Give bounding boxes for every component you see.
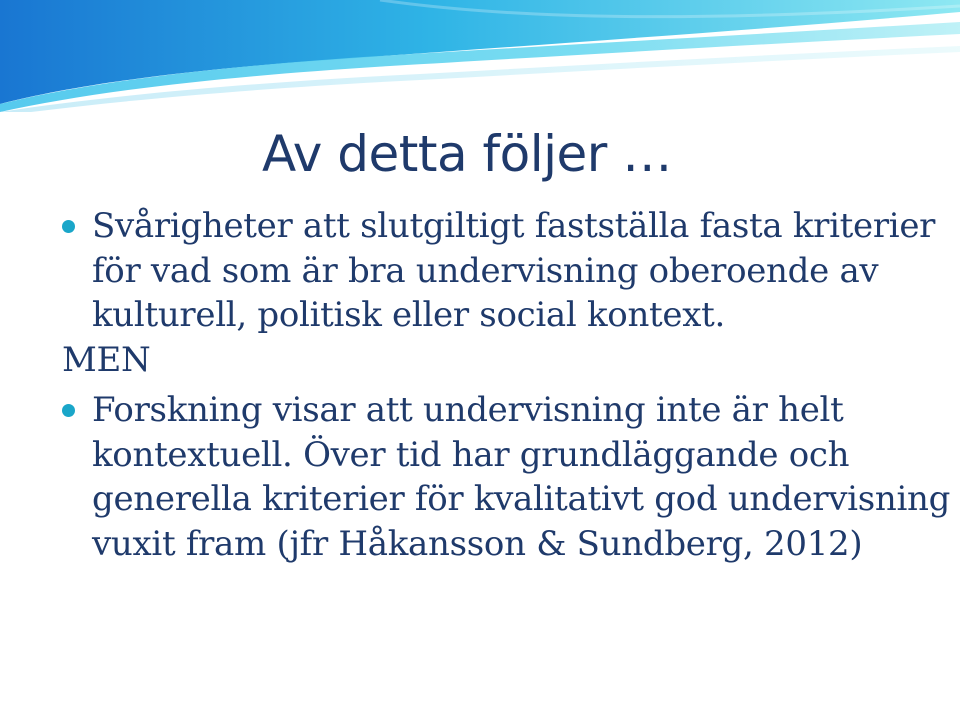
bullet-text: Forskning visar att undervisning inte är helt kontextuell. Över tid har grundläggande och generella kriterier för kvalitativt god undervisning vuxit fram (jfr Håkansson & Sundberg, 2012) xyxy=(92,390,951,564)
header-wave-banner xyxy=(0,0,960,112)
men-line: MEN xyxy=(62,339,151,380)
bullet-icon xyxy=(62,220,75,233)
bullet-text: Svårigheter att slutgiltigt fastställa fasta kriterier för vad som är bra undervisning oberoende av kulturell, politisk eller social kontext. xyxy=(92,206,936,335)
bullet-item xyxy=(62,388,952,566)
bullet-icon xyxy=(62,404,75,417)
slide-body xyxy=(62,204,952,566)
slide-title: Av detta följer … xyxy=(262,125,672,183)
bullet-item xyxy=(62,204,952,338)
